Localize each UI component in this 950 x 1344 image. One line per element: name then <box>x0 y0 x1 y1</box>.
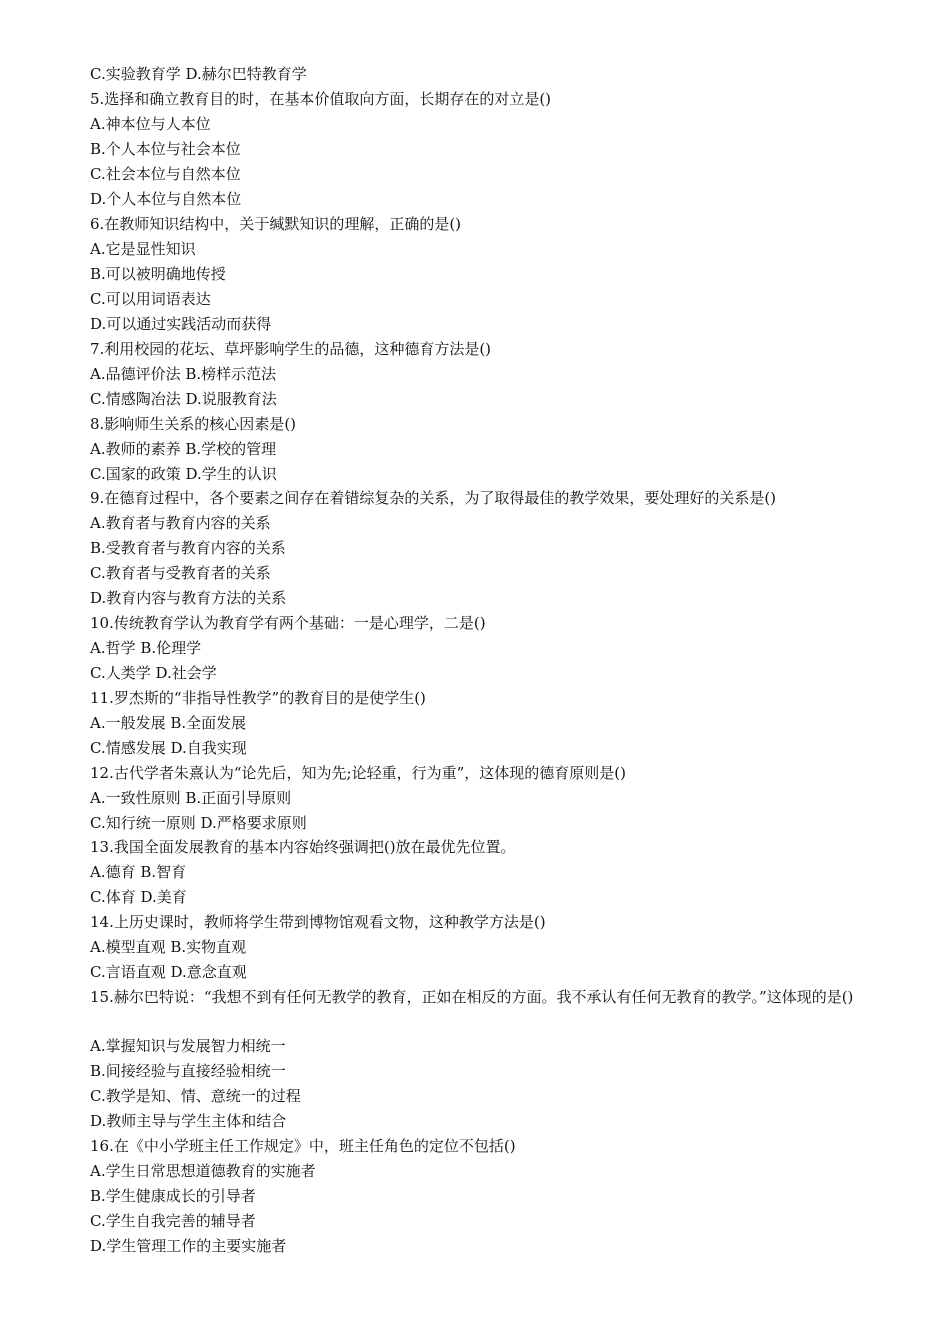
option-line: C.学生自我完善的辅导者 <box>90 1212 256 1230</box>
option-line: A.教育者与教育内容的关系 <box>90 514 271 532</box>
option-line: B.间接经验与直接经验相统一 <box>90 1062 286 1080</box>
option-line: C.体育 D.美育 <box>90 888 187 906</box>
question-16: 16.在《中小学班主任工作规定》中，班主任角色的定位不包括() <box>90 1137 516 1155</box>
option-line: A.德育 B.智育 <box>90 863 187 881</box>
option-line: C.情感发展 D.自我实现 <box>90 739 247 757</box>
question-12: 12.古代学者朱熹认为“论先后，知为先;论轻重，行为重”，这体现的德育原则是() <box>90 764 626 782</box>
option-line: C.可以用词语表达 <box>90 290 211 308</box>
option-line: A.学生日常思想道德教育的实施者 <box>90 1162 316 1180</box>
option-line: A.品德评价法 B.榜样示范法 <box>90 365 277 383</box>
option-line: C.国家的政策 D.学生的认识 <box>90 465 277 483</box>
option-line: B.学生健康成长的引导者 <box>90 1187 256 1205</box>
text-line: C.实验教育学 D.赫尔巴特教育学 <box>90 65 307 83</box>
option-line: D.教育内容与教育方法的关系 <box>90 589 287 607</box>
question-15: 15.赫尔巴特说：“我想不到有任何无教学的教育，正如在相反的方面。我不承认有任何无教育的教学。”这体现的是() <box>90 988 854 1006</box>
option-line: C.社会本位与自然本位 <box>90 165 241 183</box>
option-line: A.一致性原则 B.正面引导原则 <box>90 789 292 807</box>
option-line: C.知行统一原则 D.严格要求原则 <box>90 814 307 832</box>
option-line: D.教师主导与学生主体和结合 <box>90 1112 287 1130</box>
question-10: 10.传统教育学认为教育学有两个基础：一是心理学，二是() <box>90 614 486 632</box>
option-line: D.个人本位与自然本位 <box>90 190 242 208</box>
option-line: C.情感陶冶法 D.说服教育法 <box>90 390 277 408</box>
question-11: 11.罗杰斯的“非指导性教学”的教育目的是使学生() <box>90 689 426 707</box>
question-9: 9.在德育过程中，各个要素之间存在着错综复杂的关系，为了取得最佳的教学效果，要处理好的关系是() <box>90 489 777 507</box>
option-line: A.模型直观 B.实物直观 <box>90 938 247 956</box>
option-line: A.它是显性知识 <box>90 240 196 258</box>
option-line: A.教师的素养 B.学校的管理 <box>90 440 277 458</box>
option-line: C.言语直观 D.意念直观 <box>90 963 247 981</box>
question-7: 7.利用校园的花坛、草坪影响学生的品德，这种德育方法是() <box>90 340 492 358</box>
option-line: C.教学是知、情、意统一的过程 <box>90 1087 301 1105</box>
option-line: B.个人本位与社会本位 <box>90 140 241 158</box>
question-6: 6.在教师知识结构中，关于缄默知识的理解，正确的是() <box>90 215 462 233</box>
option-line: C.人类学 D.社会学 <box>90 664 217 682</box>
option-line: A.哲学 B.伦理学 <box>90 639 202 657</box>
question-13: 13.我国全面发展教育的基本内容始终强调把()放在最优先位置。 <box>90 838 516 856</box>
option-line: D.可以通过实践活动而获得 <box>90 315 272 333</box>
option-line: B.受教育者与教育内容的关系 <box>90 539 286 557</box>
option-line: A.掌握知识与发展智力相统一 <box>90 1037 286 1055</box>
option-line: D.学生管理工作的主要实施者 <box>90 1237 287 1255</box>
option-line: A.一般发展 B.全面发展 <box>90 714 247 732</box>
option-line: C.教育者与受教育者的关系 <box>90 564 271 582</box>
option-line: A.神本位与人本位 <box>90 115 211 133</box>
question-14: 14.上历史课时，教师将学生带到博物馆观看文物，这种教学方法是() <box>90 913 546 931</box>
question-5: 5.选择和确立教育目的时，在基本价值取向方面，长期存在的对立是() <box>90 90 552 108</box>
option-line: B.可以被明确地传授 <box>90 265 226 283</box>
question-8: 8.影响师生关系的核心因素是() <box>90 415 297 433</box>
